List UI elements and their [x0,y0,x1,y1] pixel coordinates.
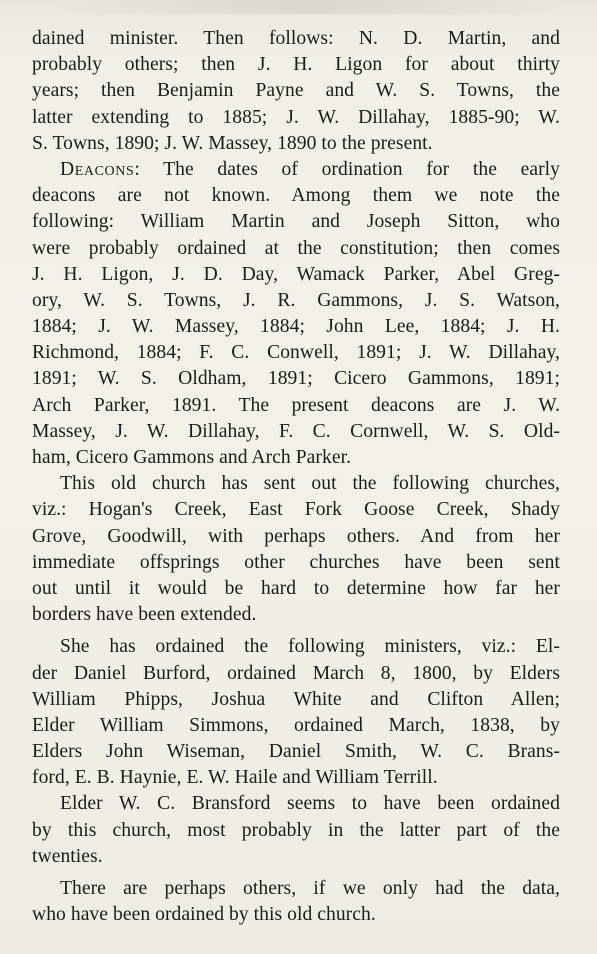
text-line: Elder William Simmons, ordained March, 1838, by [32,714,560,736]
text-line: 1884; J. W. Massey, 1884; John Lee, 1884; J. H. [32,316,560,338]
text-line: ford, E. B. Haynie, E. W. Haile and William Terrill. [32,767,438,789]
text-line: viz.: Hogan's Creek, East Fork Goose Creek, Shady [32,499,560,521]
text-line: J. H. Ligon, J. D. Day, Wamack Parker, Abel Greg- [32,263,560,285]
paragraph-deacons [32,157,560,471]
text-line: Massey, J. W. Dillahay, F. C. Cornwell, W. S. Old- [32,420,560,442]
text-line: deacons are not known. Among them we note the [32,185,560,207]
paragraph-bransford [32,791,560,870]
text-line: This old church has sent out the following churches, [60,473,560,495]
text-line: were probably ordained at the constitution; then comes [32,237,560,259]
deacons-line-rest: : The dates of ordination for the early [134,158,560,180]
paragraph-ordained-ministers [32,634,560,791]
text-line: Arch Parker, 1891. The present deacons are J. W. [32,394,560,416]
text-line: twenties. [32,845,103,867]
text-line: latter extending to 1885; J. W. Dillahay, 1885-90; W. [32,106,560,128]
text-line: William Phipps, Joshua White and Clifton Allen; [32,688,560,710]
text-line: out until it would be hard to determine how far her [32,577,560,599]
text-line: 1891; W. S. Oldham, 1891; Cicero Gammons, 1891; [32,368,560,390]
text-line: Elder W. C. Bransford seems to have been ordained [60,793,560,815]
page-bleed-through [60,0,560,14]
text-line: borders have been extended. [32,604,257,626]
text-line: She has ordained the following ministers, viz.: El- [60,636,560,658]
text-line: ham, Cicero Gammons and Arch Parker. [32,447,352,468]
text-line: immediate offsprings other churches have been sent [32,551,560,573]
text-line: by this church, most probably in the latter part of the [32,819,560,841]
text-line [32,157,560,183]
text-line: who have been ordained by this old church. [32,904,376,926]
text-line: following: William Martin and Joseph Sitton, who [32,211,560,233]
text-line: years; then Benjamin Payne and W. S. Towns, the [32,80,560,102]
text-line: Elders John Wiseman, Daniel Smith, W. C. Brans- [32,741,560,763]
text-line: Grove, Goodwill, with perhaps others. And from her [32,525,560,547]
text-line: ory, W. S. Towns, J. R. Gammons, J. S. Watson, [32,289,560,311]
text-line: Richmond, 1884; F. C. Conwell, 1891; J. W. Dillahay, [32,342,560,364]
text-line: probably others; then J. H. Ligon for about thirty [32,54,560,76]
paragraph-churches [32,471,560,628]
text-line: der Daniel Burford, ordained March 8, 1800, by Elders [32,662,560,684]
text-line: dained minister. Then follows: N. D. Martin, and [32,28,560,49]
text-line: There are perhaps others, if we only had the data, [60,878,560,899]
page-body-text [32,26,560,928]
text-line: S. Towns, 1890; J. W. Massey, 1890 to the present. [32,132,433,154]
paragraph-others [32,876,560,928]
paragraph-ministers-continued [32,26,560,157]
deacons-heading: Deacons [60,158,135,180]
